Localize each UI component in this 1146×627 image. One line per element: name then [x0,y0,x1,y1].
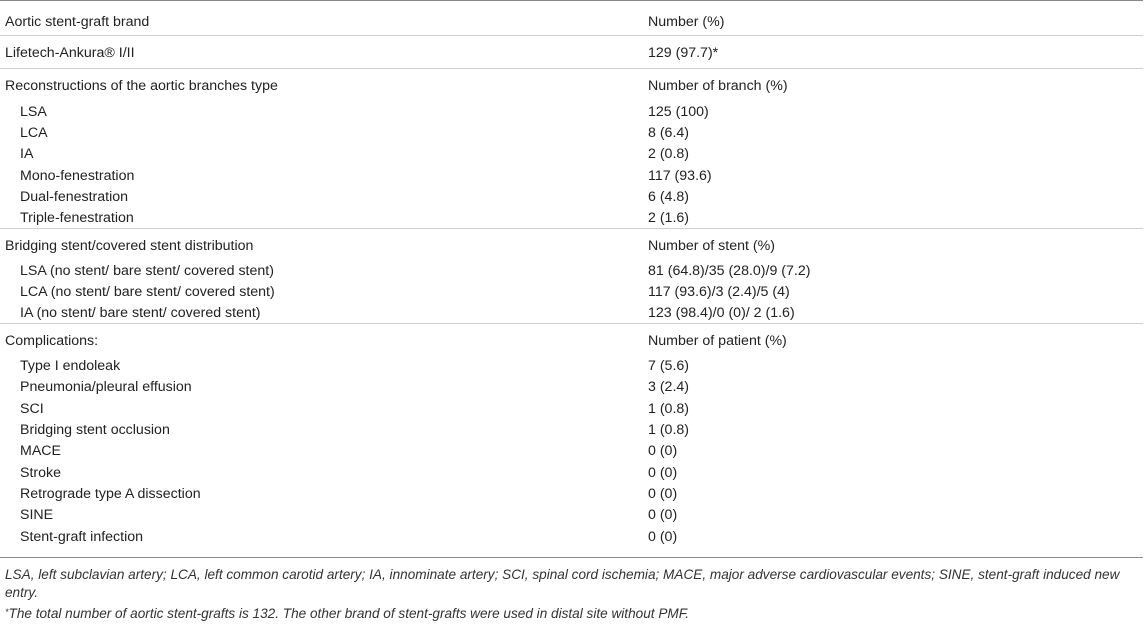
row-value: 8 (6.4) [648,125,690,141]
abbreviations-footnote: LSA, left subclavian artery; LCA, left common carotid artery; IA, innominate artery; SCI, spinal cord ischemia; MACE, major adverse cardiovascular events; SINE, stent-graft induced new entry. [5,567,1120,600]
complications-heading: Complications: [5,333,99,349]
reconstructions-heading-value: Number of branch (%) [648,78,788,94]
row-value: 0 (0) [648,529,678,545]
header-number-label: Number (%) [648,14,725,30]
row-label: SCI [20,401,44,417]
row-value: 123 (98.4)/0 (0)/ 2 (1.6) [648,305,795,321]
row-label: IA [20,146,34,162]
complications-heading-value: Number of patient (%) [648,333,787,349]
row-value: 0 (0) [648,486,678,502]
row-value: 1 (0.8) [648,422,690,438]
bridging-heading-row [0,228,1143,255]
brand-row [0,35,1143,64]
row-value: 1 (0.8) [648,401,690,417]
row-value: 0 (0) [648,465,678,481]
row-value: 0 (0) [648,443,678,459]
footnote-star-mark: * [5,607,9,617]
header-brand-label: Aortic stent-graft brand [5,14,150,30]
row-value: 6 (4.8) [648,189,690,205]
row-value: 0 (0) [648,507,678,523]
row-label: LCA (no stent/ bare stent/ covered stent) [20,284,275,300]
reconstructions-heading: Reconstructions of the aortic branches type [5,78,278,94]
brand-value: 129 (97.7)* [648,45,719,61]
row-label: IA (no stent/ bare stent/ covered stent) [20,305,261,321]
row-label: Triple-fenestration [20,210,134,226]
row-label: LSA (no stent/ bare stent/ covered stent) [20,263,274,279]
table-top-rule [0,0,1143,1]
row-label: LSA [20,104,47,120]
row-value: 117 (93.6) [648,168,712,184]
row-label: Pneumonia/pleural effusion [20,379,192,395]
row-label: Type I endoleak [20,358,121,374]
row-value: 81 (64.8)/35 (28.0)/9 (7.2) [648,263,811,279]
reconstructions-heading-row [0,68,1143,95]
row-value: 2 (0.8) [648,146,690,162]
row-value: 2 (1.6) [648,210,690,226]
row-value: 3 (2.4) [648,379,690,395]
row-label: Dual-fenestration [20,189,129,205]
star-footnote [5,605,1143,623]
complications-heading-row [0,323,1143,350]
star-footnote-text: The total number of aortic stent-grafts is 132. The other brand of stent-grafts were used in distal site without PMF. [8,606,690,621]
row-label: Stent-graft infection [20,529,144,545]
bridging-heading: Bridging stent/covered stent distribution [5,238,254,254]
brand-label: Lifetech-Ankura® I/II [5,45,135,61]
row-value: 117 (93.6)/3 (2.4)/5 (4) [648,284,790,300]
row-label: SINE [20,507,54,523]
row-label: Mono-fenestration [20,168,135,184]
row-value: 125 (100) [648,104,709,120]
row-label: Retrograde type A dissection [20,486,201,502]
table-bottom-rule [0,557,1143,558]
row-label: Bridging stent occlusion [20,422,170,438]
row-value: 7 (5.6) [648,358,690,374]
table-footnotes [5,566,1143,623]
row-label: Stroke [20,465,62,481]
bridging-heading-value: Number of stent (%) [648,238,775,254]
row-label: LCA [20,125,48,141]
row-label: MACE [20,443,61,459]
